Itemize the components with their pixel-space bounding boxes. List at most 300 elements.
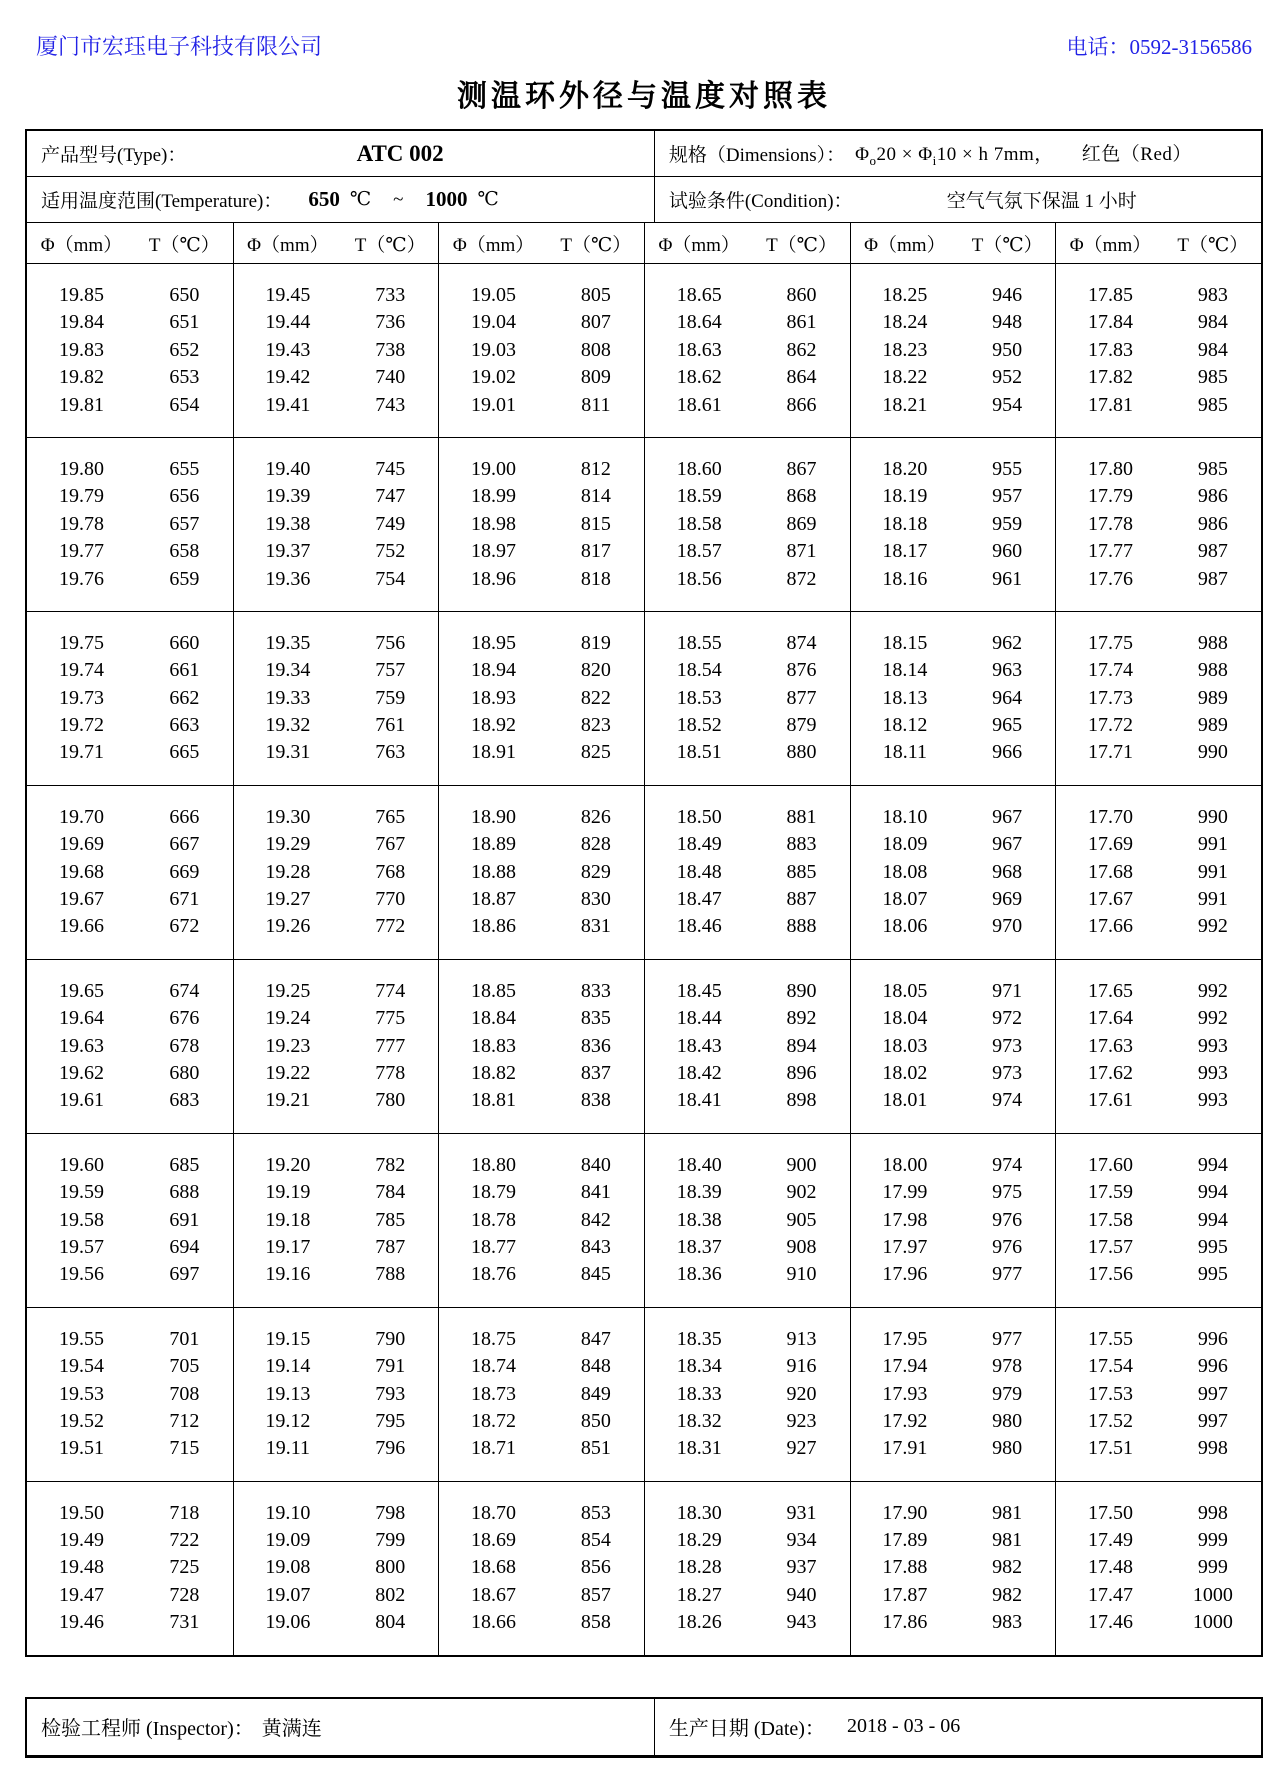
temperature-range-cell [27, 177, 654, 222]
temp-value: 745 [375, 457, 406, 480]
table-row [27, 1435, 233, 1462]
temp-value: 948 [992, 311, 1023, 334]
temp-value: 896 [786, 1061, 817, 1084]
temp-value: 913 [786, 1327, 817, 1350]
table-row [851, 1152, 1056, 1179]
temp-value: 653 [169, 366, 200, 389]
table-row [439, 566, 644, 593]
date-cell [654, 1699, 1261, 1755]
phi-value: 17.59 [1088, 1181, 1133, 1204]
temp-value: 887 [786, 888, 817, 911]
phi-value: 18.20 [882, 457, 928, 480]
temp-value: 961 [992, 567, 1023, 590]
table-row [1056, 913, 1261, 940]
temp-value: 991 [1197, 888, 1228, 911]
phi-value: 18.80 [471, 1153, 517, 1176]
phi-value: 19.61 [58, 1089, 104, 1112]
temp-value: 983 [1197, 284, 1228, 306]
temp-value: 796 [375, 1437, 406, 1460]
phi-value: 17.60 [1088, 1153, 1133, 1176]
table-row [234, 392, 439, 419]
phi-value: 18.23 [882, 338, 928, 361]
phi-value: 19.44 [265, 311, 311, 334]
phi-value: 18.66 [471, 1611, 517, 1634]
phi-value: 19.25 [265, 979, 311, 1002]
table-row [439, 685, 644, 712]
phi-value: 19.04 [471, 311, 517, 334]
temp-value: 749 [375, 512, 406, 535]
table-row [1056, 1527, 1261, 1554]
phi-value: 19.00 [471, 457, 517, 480]
phi-value: 18.82 [471, 1061, 517, 1084]
phi-header: Φ（mm） [452, 234, 535, 256]
table-row [27, 1033, 233, 1060]
table-row [1056, 392, 1261, 419]
temp-value: 890 [786, 979, 817, 1002]
phi-value: 17.57 [1088, 1235, 1133, 1258]
temp-value: 654 [169, 393, 200, 416]
table-row [27, 1408, 233, 1435]
table-row [439, 1033, 644, 1060]
temp-value: 988 [1197, 659, 1228, 682]
phi-value: 17.70 [1088, 805, 1133, 828]
temp-value: 754 [375, 567, 406, 590]
temp-value: 864 [786, 366, 817, 389]
table-row [645, 1152, 850, 1179]
table-row [234, 886, 439, 913]
table-row [851, 630, 1056, 657]
temp-value: 708 [169, 1382, 200, 1405]
table-row [645, 1408, 850, 1435]
phi-header: Φ（mm） [1069, 234, 1152, 256]
table-row [234, 511, 439, 538]
temp-value: 957 [992, 485, 1023, 508]
phi-value: 19.32 [265, 714, 311, 737]
phi-value: 19.64 [58, 1007, 104, 1030]
table-column-group [850, 438, 1056, 611]
phi-value: 17.79 [1088, 485, 1133, 508]
phi-value: 17.48 [1088, 1556, 1133, 1579]
phi-value: 17.82 [1088, 366, 1133, 389]
temp-value: 767 [375, 833, 406, 856]
table-row [439, 1234, 644, 1261]
temp-value: 665 [169, 741, 200, 764]
table-row [234, 1582, 439, 1609]
table-group-row [27, 263, 1261, 437]
table-column-group [850, 1308, 1056, 1481]
temp-max: 1000 [425, 187, 468, 211]
table-column-group [1055, 438, 1261, 611]
table-row [27, 1582, 233, 1609]
phi-value: 19.84 [58, 311, 104, 334]
temp-value: 955 [992, 457, 1023, 480]
phi-value: 18.08 [882, 860, 928, 883]
table-row [27, 1381, 233, 1408]
table-row [27, 1152, 233, 1179]
phi-value: 18.45 [676, 979, 722, 1002]
table-row [645, 831, 850, 858]
table-row [1056, 538, 1261, 565]
temp-value: 671 [169, 888, 200, 911]
table-row [851, 804, 1056, 831]
temp-value: 770 [375, 888, 406, 911]
phi-value: 18.69 [471, 1529, 517, 1552]
table-row [1056, 483, 1261, 510]
product-type-cell [27, 131, 654, 176]
table-row [851, 364, 1056, 391]
table-row [1056, 1381, 1261, 1408]
product-type-label: 产品型号(Type)： [41, 145, 187, 166]
phi-value: 19.72 [58, 714, 104, 737]
temp-value: 916 [786, 1355, 817, 1378]
temp-value: 898 [786, 1089, 817, 1112]
table-row [27, 1207, 233, 1234]
temp-value: 809 [580, 366, 611, 389]
phi-value: 19.75 [58, 631, 104, 654]
phi-value: 17.55 [1088, 1327, 1133, 1350]
phi-value: 17.61 [1088, 1089, 1133, 1112]
phi-value: 19.54 [58, 1355, 104, 1378]
phi-value: 19.30 [265, 805, 311, 828]
table-row [851, 1087, 1056, 1114]
phi-value: 19.33 [265, 686, 311, 709]
table-column-group [644, 1308, 850, 1481]
temp-value: 701 [169, 1327, 200, 1350]
table-row [851, 483, 1056, 510]
temp-value: 759 [375, 686, 406, 709]
table-row [27, 831, 233, 858]
phi-value: 18.86 [471, 915, 517, 938]
table-row [645, 1435, 850, 1462]
table-group-row [27, 1133, 1261, 1307]
phi-value: 17.63 [1088, 1034, 1133, 1057]
table-row [234, 1060, 439, 1087]
temp-value: 934 [786, 1529, 817, 1552]
page-header [0, 0, 1288, 61]
table-row [645, 685, 850, 712]
temp-value: 997 [1197, 1382, 1228, 1405]
table-row [439, 538, 644, 565]
temp-value: 774 [375, 979, 406, 1002]
table-row [645, 483, 850, 510]
phi-value: 18.85 [471, 979, 517, 1002]
table-row [645, 804, 850, 831]
phi-value: 19.46 [58, 1611, 104, 1634]
table-row [645, 1087, 850, 1114]
table-row [851, 1060, 1056, 1087]
temp-value: 989 [1197, 714, 1228, 737]
temp-value: 883 [786, 833, 817, 856]
phi-value: 18.36 [676, 1263, 722, 1286]
phi-value: 18.67 [471, 1583, 517, 1606]
phi-value: 19.42 [265, 366, 311, 389]
table-row [851, 309, 1056, 336]
table-row [234, 538, 439, 565]
table-row [234, 859, 439, 886]
phi-value: 19.08 [265, 1556, 311, 1579]
table-row [234, 483, 439, 510]
temp-value: 946 [992, 284, 1023, 306]
table-column-group [27, 1308, 233, 1481]
phi-value: 19.73 [58, 686, 104, 709]
table-row [645, 1353, 850, 1380]
table-row [439, 804, 644, 831]
phi-value: 17.85 [1088, 284, 1133, 306]
temp-value: 728 [169, 1583, 200, 1606]
table-row [234, 712, 439, 739]
temp-value: 765 [375, 805, 406, 828]
temp-value: 976 [992, 1208, 1023, 1231]
phi-value: 19.09 [265, 1529, 311, 1552]
condition-cell [654, 177, 1261, 222]
table-row [1056, 1005, 1261, 1032]
temp-value: 849 [580, 1382, 611, 1405]
phi-value: 18.95 [471, 631, 517, 654]
temp-value: 985 [1197, 366, 1228, 389]
table-row [1056, 859, 1261, 886]
temp-value: 805 [580, 284, 611, 306]
temp-value: 982 [992, 1556, 1023, 1579]
table-row [851, 1005, 1056, 1032]
phi-value: 18.97 [471, 540, 517, 563]
temp-value: 780 [375, 1089, 406, 1112]
table-row [1056, 831, 1261, 858]
table-column-group [644, 1134, 850, 1307]
phi-value: 17.99 [882, 1181, 928, 1204]
phi-value: 18.41 [676, 1089, 722, 1112]
phi-value: 18.94 [471, 659, 517, 682]
table-row [645, 337, 850, 364]
table-row [439, 913, 644, 940]
table-column-group [850, 1134, 1056, 1307]
temp-value: 857 [580, 1583, 611, 1606]
temp-value: 877 [786, 686, 817, 709]
phi-value: 19.56 [58, 1263, 104, 1286]
table-column-group [233, 438, 439, 611]
table-row [439, 1381, 644, 1408]
table-row [439, 1609, 644, 1636]
table-row [1056, 978, 1261, 1005]
table-row [234, 282, 439, 309]
temp-value: 833 [580, 979, 611, 1002]
table-column-group [644, 612, 850, 785]
phi-value: 18.81 [471, 1089, 517, 1112]
temp-value: 808 [580, 338, 611, 361]
temp-value: 964 [992, 686, 1023, 709]
phi-value: 17.86 [882, 1611, 928, 1634]
temp-value: 992 [1197, 979, 1228, 1002]
temp-value: 980 [992, 1437, 1023, 1460]
phi-value: 17.84 [1088, 311, 1133, 334]
table-row [645, 712, 850, 739]
phi-value: 17.94 [882, 1355, 928, 1378]
phi-value: 19.13 [265, 1382, 311, 1405]
table-row [645, 886, 850, 913]
phi-value: 17.58 [1088, 1208, 1133, 1231]
temp-value: 848 [580, 1355, 611, 1378]
date-label: 生产日期 (Date)： [668, 1718, 825, 1741]
temp-value: 768 [375, 860, 406, 883]
phi-value: 18.48 [676, 860, 722, 883]
table-row [851, 712, 1056, 739]
phi-value: 18.54 [676, 659, 722, 682]
phi-value: 18.61 [676, 393, 722, 416]
table-row [851, 538, 1056, 565]
temp-value: 979 [992, 1382, 1023, 1405]
temp-value: 989 [1197, 686, 1228, 709]
temp-value: 974 [992, 1153, 1023, 1176]
phi-value: 17.53 [1088, 1382, 1133, 1405]
phi-value: 17.71 [1088, 741, 1133, 764]
temp-value: 685 [169, 1153, 200, 1176]
temp-value: 829 [580, 860, 611, 883]
phi-value: 19.65 [58, 979, 104, 1002]
table-row [234, 804, 439, 831]
phi-value: 17.80 [1088, 457, 1133, 480]
phi-value: 19.40 [265, 457, 311, 480]
temp-value: 995 [1197, 1263, 1228, 1286]
temp-value: 999 [1197, 1556, 1228, 1579]
phi-value: 17.65 [1088, 979, 1133, 1002]
phi-value: 18.53 [676, 686, 722, 709]
temp-value: 814 [580, 485, 611, 508]
phi-value: 19.21 [265, 1089, 311, 1112]
table-row [27, 657, 233, 684]
table-row [439, 712, 644, 739]
phi-value: 18.03 [882, 1034, 928, 1057]
table-row [645, 456, 850, 483]
table-row [645, 364, 850, 391]
phi-value: 19.27 [265, 888, 311, 911]
temp-value: 980 [992, 1409, 1023, 1432]
temp-value: 659 [169, 567, 200, 590]
phi-value: 19.07 [265, 1583, 311, 1606]
phi-value: 17.56 [1088, 1263, 1133, 1286]
temp-value: 761 [375, 714, 406, 737]
phi-value: 17.96 [882, 1263, 928, 1286]
table-row [851, 657, 1056, 684]
temp-value: 973 [992, 1034, 1023, 1057]
table-row [645, 309, 850, 336]
temp-value: 992 [1197, 915, 1228, 938]
phi-value: 19.51 [58, 1437, 104, 1460]
temp-value: 995 [1197, 1235, 1228, 1258]
table-row [1056, 1408, 1261, 1435]
table-column-group [1055, 786, 1261, 959]
temp-value: 983 [992, 1611, 1023, 1634]
phi-value: 19.36 [265, 567, 311, 590]
temp-value: 795 [375, 1409, 406, 1432]
table-row [439, 1261, 644, 1288]
temp-value: 790 [375, 1327, 406, 1350]
table-row [1056, 337, 1261, 364]
temp-value: 858 [580, 1611, 611, 1634]
temp-value: 800 [375, 1556, 406, 1579]
table-row [851, 1582, 1056, 1609]
temp-value: 652 [169, 338, 200, 361]
table-row [27, 282, 233, 309]
temp-value: 820 [580, 659, 611, 682]
phi-value: 19.26 [265, 915, 311, 938]
temp-value: 869 [786, 512, 817, 535]
table-row [439, 364, 644, 391]
column-header-cell [27, 223, 233, 263]
temp-value: 998 [1197, 1501, 1228, 1524]
table-row [439, 1005, 644, 1032]
table-row [27, 1179, 233, 1206]
table-row [27, 886, 233, 913]
table-row [439, 1554, 644, 1581]
temp-value: 836 [580, 1034, 611, 1057]
table-column-group [1055, 1134, 1261, 1307]
table-row [1056, 456, 1261, 483]
phi-value: 19.57 [58, 1235, 104, 1258]
phi-value: 19.83 [58, 338, 104, 361]
table-row [1056, 739, 1261, 766]
table-row [1056, 657, 1261, 684]
phi-value: 18.44 [676, 1007, 722, 1030]
phi-value: 18.19 [882, 485, 928, 508]
temp-value: 982 [992, 1583, 1023, 1606]
phi-value: 19.18 [265, 1208, 311, 1231]
temp-value: 694 [169, 1235, 200, 1258]
phi-value: 18.75 [471, 1327, 517, 1350]
product-type-row [27, 131, 1261, 177]
temp-value: 999 [1197, 1529, 1228, 1552]
phi-value: 18.10 [882, 805, 928, 828]
temp-value: 965 [992, 714, 1023, 737]
temp-value: 793 [375, 1382, 406, 1405]
table-row [439, 657, 644, 684]
table-group-row [27, 959, 1261, 1133]
table-row [234, 1500, 439, 1527]
table-row [645, 859, 850, 886]
table-row [439, 456, 644, 483]
temp-value: 688 [169, 1181, 200, 1204]
phi-value: 18.51 [676, 741, 722, 764]
temp-value: 715 [169, 1437, 200, 1460]
temp-value: 683 [169, 1089, 200, 1112]
table-row [1056, 282, 1261, 309]
temperature-range-label: 适用温度范围(Temperature)： [41, 191, 283, 212]
table-column-group [233, 612, 439, 785]
phi-value: 19.17 [265, 1235, 311, 1258]
table-row [851, 1326, 1056, 1353]
phi-value: 19.68 [58, 860, 104, 883]
temp-value: 991 [1197, 833, 1228, 856]
dimensions-value: $\Phi_o20 \times \Phi_i10 \times h$ 7mm， 红色（Red） [855, 143, 1192, 168]
tilde: ~ [393, 188, 404, 210]
phi-value: 17.98 [882, 1208, 928, 1231]
table-row [645, 1609, 850, 1636]
phi-value: 18.06 [882, 915, 928, 938]
table-row [27, 859, 233, 886]
table-row [27, 804, 233, 831]
temp-value: 968 [992, 860, 1023, 883]
table-row [439, 886, 644, 913]
table-row [851, 392, 1056, 419]
temp-value: 996 [1197, 1327, 1228, 1350]
table-row [439, 1408, 644, 1435]
page-title: 测温环外径与温度对照表 [457, 80, 831, 113]
temp-value: 960 [992, 540, 1023, 563]
phi-value: 19.12 [265, 1409, 311, 1432]
phone-number: 电话：0592-3156586 [1066, 35, 1252, 59]
column-header-cell [1055, 223, 1261, 263]
temp-header: T（℃） [354, 234, 426, 256]
table-row [1056, 1609, 1261, 1636]
temp-value: 817 [580, 540, 611, 563]
